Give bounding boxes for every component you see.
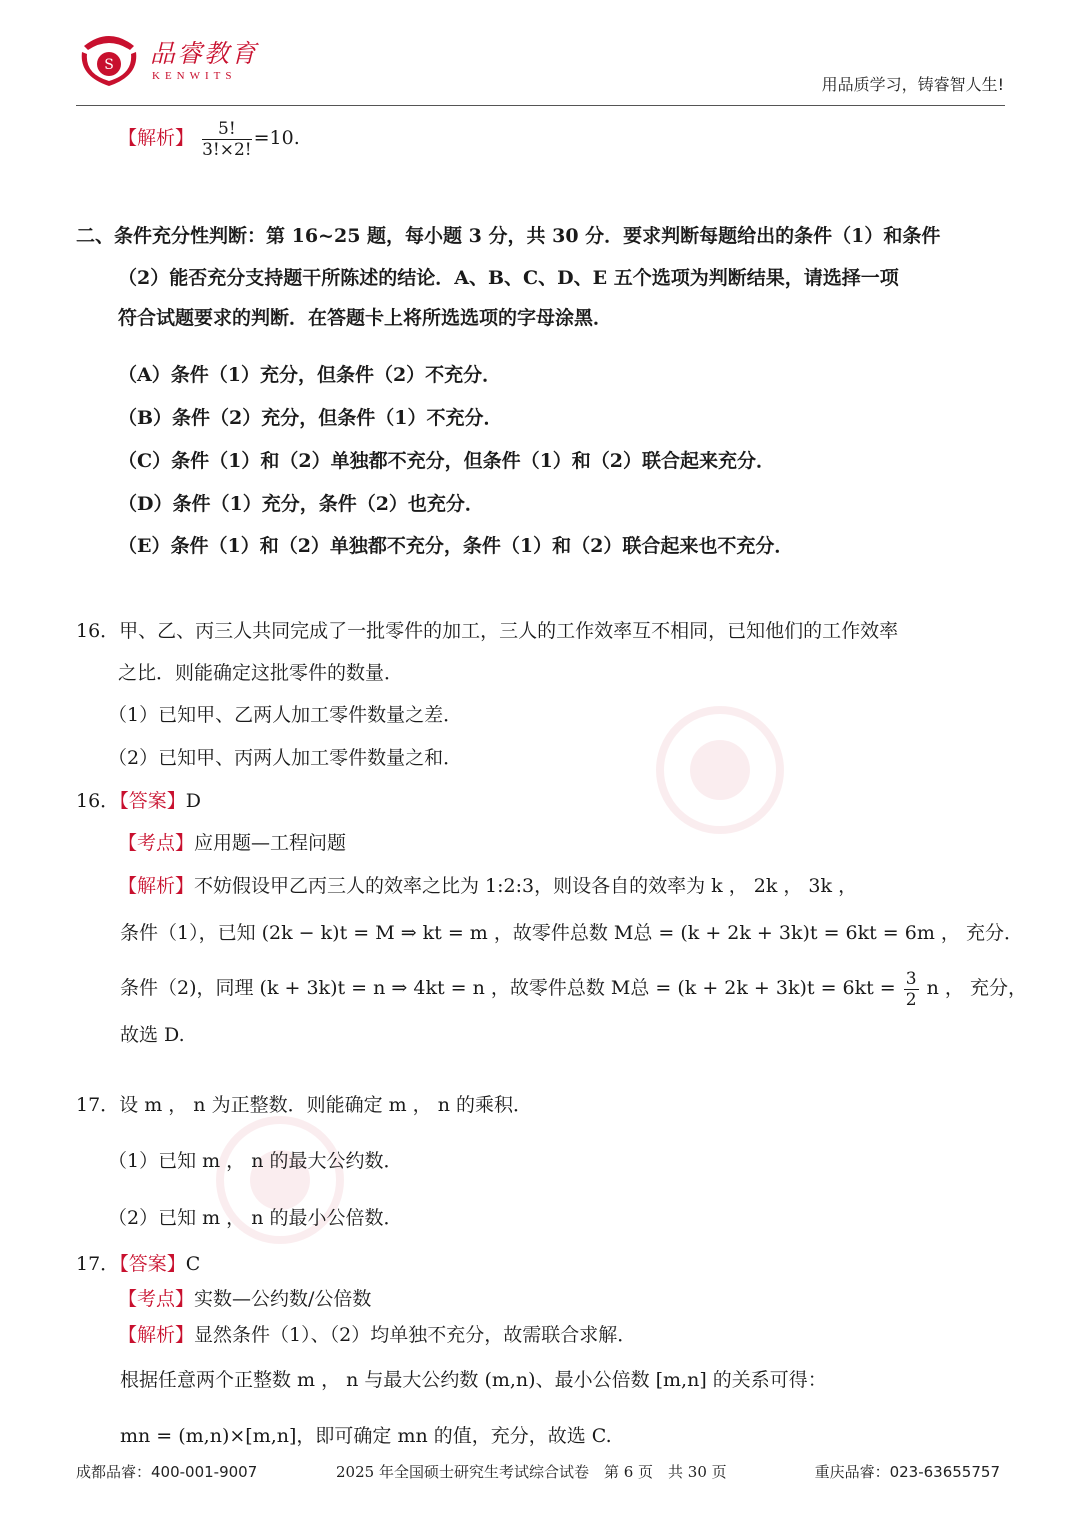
watermark-seal-icon	[650, 700, 790, 840]
q17-answer	[76, 1249, 200, 1276]
brand-name-en: KENWITS	[152, 70, 237, 82]
q16-answer-value: D	[185, 790, 201, 812]
q17-condition-2: （2）已知 m ， n 的最小公倍数．	[108, 1207, 403, 1229]
analysis-tag: 【解析】	[118, 1324, 195, 1346]
q17-analysis-line2: 根据任意两个正整数 m ， n 与最大公约数 (m,n)、最小公倍数 [m,n] 的关系可得：	[120, 1369, 827, 1391]
q16-analysis-line3	[120, 962, 1027, 1014]
q17-answer-number: 17．	[76, 1253, 120, 1275]
q17-stem: 17．设 m ， n 为正整数．则能确定 m ， n 的乘积．	[76, 1094, 533, 1116]
q17-answer-value: C	[185, 1253, 201, 1275]
fraction-numerator: 5!	[202, 119, 252, 140]
q16-analysis-text: 不妨假设甲乙丙三人的效率之比为 1:2:3，则设各自的效率为 k ， 2k ， 3k ，	[194, 875, 858, 897]
fraction	[202, 119, 252, 160]
fraction-denominator: 2	[905, 989, 917, 1010]
q16-keypoint	[118, 828, 346, 855]
q16-condition-2: （2）已知甲、丙两人加工零件数量之和．	[108, 747, 463, 769]
answer-tag: 【答案】	[119, 1253, 186, 1275]
footer-left-contact: 成都品睿：400-001-9007	[76, 1463, 258, 1481]
prev-answer	[118, 110, 300, 166]
q16-analysis-line2: 条件（1），已知 (2k − k)t = M ⇒ kt = m ，故零件总数 M总 = (k + 2k + 3k)t = 6kt = 6m ， 充分．	[120, 922, 1023, 944]
option-c: （C）条件（1）和（2）单独都不充分，但条件（1）和（2）联合起来充分．	[118, 450, 776, 472]
q16-analysis-line4: 故选 D.	[120, 1024, 185, 1046]
answer-tag: 【答案】	[119, 790, 186, 812]
brand-name-cn: 品睿教育	[150, 39, 259, 68]
keypoint-tag: 【考点】	[118, 832, 195, 854]
section-instructions-3: 符合试题要求的判断．在答题卡上将所选选项的字母涂黑．	[118, 307, 613, 329]
analysis-tag: 【解析】	[118, 875, 195, 897]
header-slogan: 用品质学习，铸睿智人生!	[821, 75, 1004, 94]
analysis-tag: 【解析】	[118, 127, 195, 149]
q17-keypoint-text: 实数—公约数/公倍数	[194, 1288, 372, 1310]
option-e: （E）条件（1）和（2）单独都不充分，条件（1）和（2）联合起来也不充分．	[118, 535, 794, 557]
section-title: 二、条件充分性判断：第 16~25 题，每小题 3 分，共 30 分．要求判断每题给出的条件（1）和条件	[76, 225, 941, 247]
q16-stem-line1: 16．甲、乙、丙三人共同完成了一批零件的加工，三人的工作效率互不相同，已知他们的工作效率	[76, 620, 899, 642]
fraction-result: =10	[253, 127, 294, 149]
q17-analysis-line1	[118, 1320, 636, 1347]
q17-analysis-text: 显然条件（1）、（2）均单独不充分，故需联合求解．	[194, 1324, 637, 1346]
period: .	[293, 127, 300, 149]
q17-condition-1: （1）已知 m ， n 的最大公约数．	[108, 1150, 403, 1172]
option-a: （A）条件（1）充分，但条件（2）不充分．	[118, 364, 502, 386]
q16-answer	[76, 786, 201, 813]
fraction-numerator: 3	[905, 968, 917, 989]
q16-analysis-line3-a: 条件（2)，同理 (k + 3k)t = n ⇒ 4kt = n ，故零件总数 M总 = (k + 2k + 3k)t = 6kt =	[120, 977, 896, 999]
q17-analysis-line3: mn = (m,n)×[m,n]，即可确定 mn 的值，充分，故选 C.	[120, 1425, 612, 1447]
option-b: （B）条件（2）充分，但条件（1）不充分．	[118, 407, 503, 429]
keypoint-tag: 【考点】	[118, 1288, 195, 1310]
q16-stem-line2: 之比．则能确定这批零件的数量．	[118, 662, 404, 684]
header-divider	[76, 105, 1005, 106]
footer-page-info: 2025 年全国硕士研究生考试综合试卷 第 6 页 共 30 页	[336, 1463, 727, 1481]
q16-keypoint-text: 应用题—工程问题	[194, 832, 347, 854]
svg-text:S: S	[104, 57, 114, 73]
q16-answer-number: 16．	[76, 790, 120, 812]
q16-condition-1: （1）已知甲、乙两人加工零件数量之差．	[108, 704, 463, 726]
q16-analysis-line1	[118, 871, 857, 898]
fraction-denominator: 3!×2!	[202, 139, 252, 160]
brand-emblem-icon	[76, 28, 142, 90]
q16-analysis-line3-b: n ， 充分，	[926, 977, 1027, 999]
q17-keypoint	[118, 1284, 371, 1311]
brand-logo	[76, 28, 259, 90]
fraction	[904, 969, 919, 1010]
option-d: （D）条件（1）充分，条件（2）也充分．	[118, 493, 484, 515]
footer-right-contact: 重庆品睿：023-63655757	[814, 1463, 1000, 1481]
section-instructions-2: （2）能否充分支持题干所陈述的结论．A、B、C、D、E 五个选项为判断结果，请选择一项	[118, 267, 899, 289]
